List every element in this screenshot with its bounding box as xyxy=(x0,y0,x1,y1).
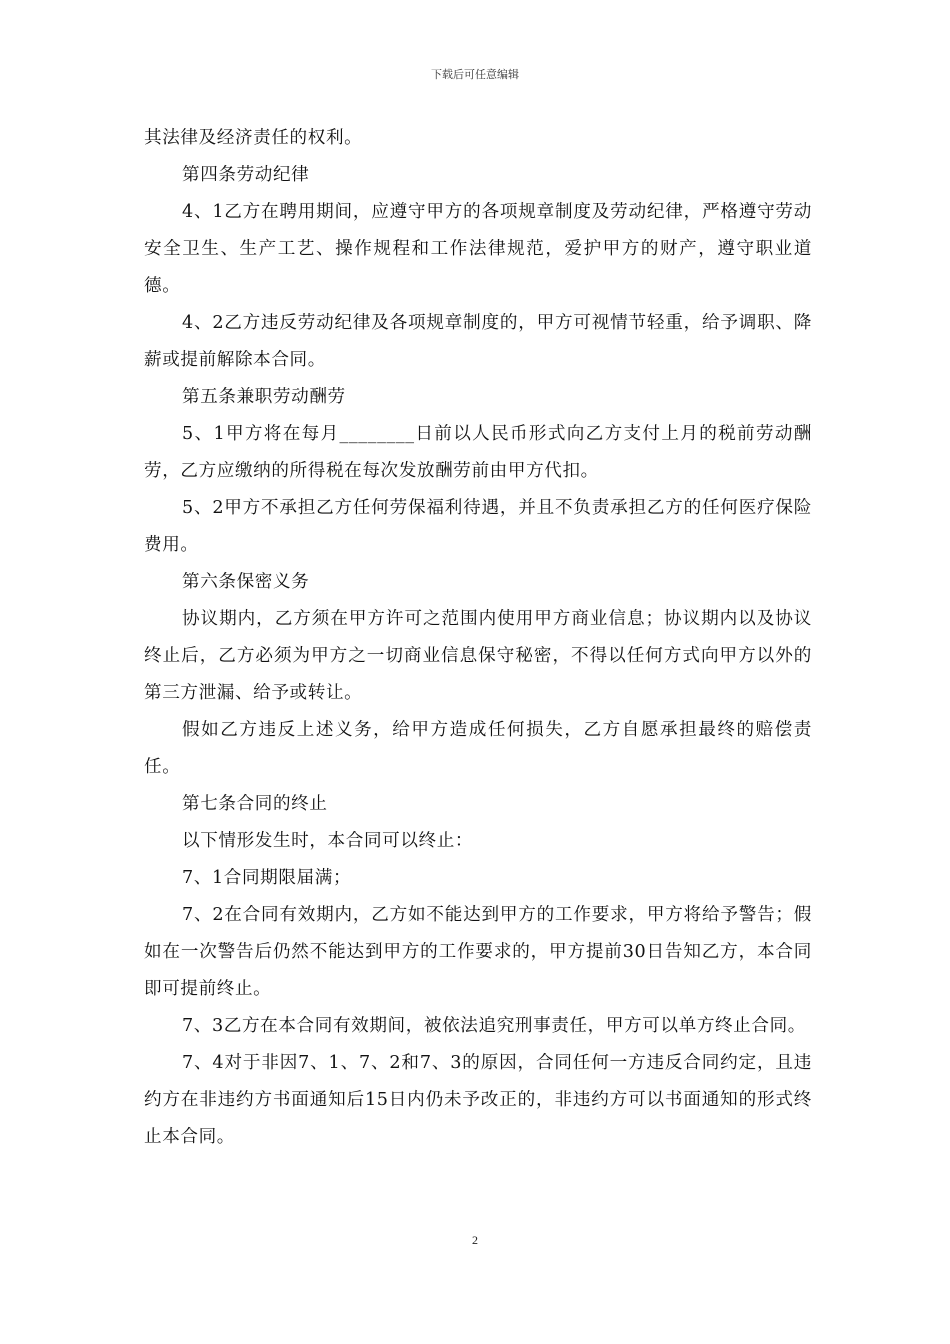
paragraph: 4、2乙方违反劳动纪律及各项规章制度的，甲方可视情节轻重，给予调职、降薪或提前解除本合同。 xyxy=(144,313,812,370)
document-body xyxy=(144,120,812,1156)
page-number: 2 xyxy=(472,1233,478,1247)
section-heading: 第五条兼职劳动酬劳 xyxy=(182,387,346,407)
paragraph: 7、1合同期限届满； xyxy=(182,868,352,888)
paragraph: 7、3乙方在本合同有效期间，被依法追究刑事责任，甲方可以单方终止合同。 xyxy=(182,1016,806,1036)
section-heading: 第六条保密义务 xyxy=(182,572,310,592)
paragraph: 7、4对于非因7、1、7、2和7、3的原因，合同任何一方违反合同约定，且违约方在非违约方书面通知后15日内仍未予改正的，非违约方可以书面通知的形式终止本合同。 xyxy=(144,1053,812,1147)
paragraph: 4、1乙方在聘用期间，应遵守甲方的各项规章制度及劳动纪律，严格遵守劳动安全卫生、生产工艺、操作规程和工作法律规范，爱护甲方的财产，遵守职业道德。 xyxy=(144,202,812,296)
paragraph: 以下情形发生时，本合同可以终止： xyxy=(182,831,474,851)
paragraph: 5、1甲方将在每月________日前以人民币形式向乙方支付上月的税前劳动酬劳，乙方应缴纳的所得税在每次发放酬劳前由甲方代扣。 xyxy=(144,424,812,481)
section-heading: 第七条合同的终止 xyxy=(182,794,328,814)
paragraph: 协议期内，乙方须在甲方许可之范围内使用甲方商业信息；协议期内以及协议终止后，乙方必须为甲方之一切商业信息保守秘密，不得以任何方式向甲方以外的第三方泄漏、给予或转让。 xyxy=(144,609,812,703)
page-header: 下载后可任意编辑 xyxy=(431,68,519,81)
paragraph: 7、2在合同有效期内，乙方如不能达到甲方的工作要求，甲方将给予警告；假如在一次警告后仍然不能达到甲方的工作要求的，甲方提前30日告知乙方，本合同即可提前终止。 xyxy=(144,905,812,999)
paragraph: 假如乙方违反上述义务，给甲方造成任何损失，乙方自愿承担最终的赔偿责任。 xyxy=(144,720,812,777)
section-heading: 第四条劳动纪律 xyxy=(182,165,310,185)
paragraph: 其法律及经济责任的权利。 xyxy=(144,128,363,148)
paragraph: 5、2甲方不承担乙方任何劳保福利待遇，并且不负责承担乙方的任何医疗保险费用。 xyxy=(144,498,812,555)
